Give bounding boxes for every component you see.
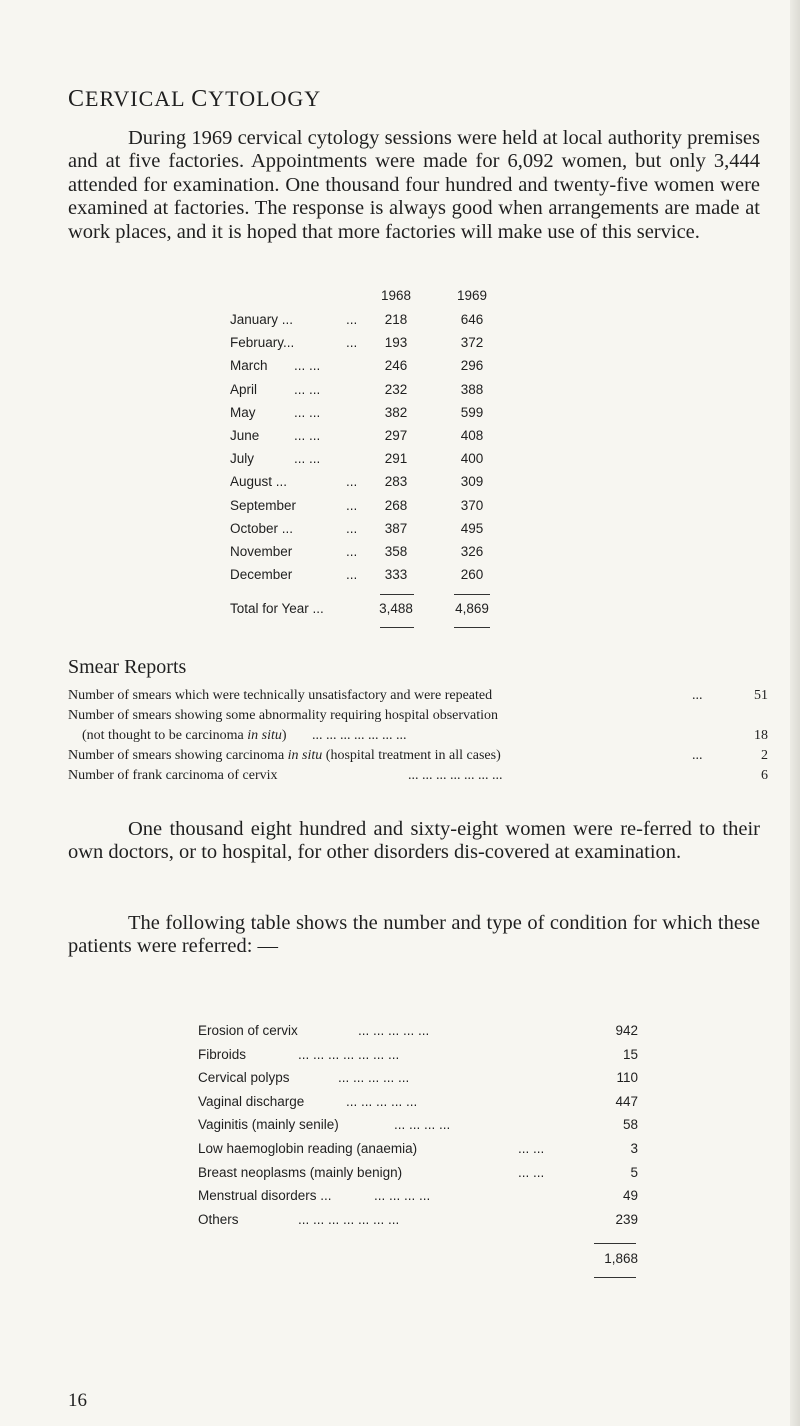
leader-dots: ... ... (294, 451, 321, 467)
leader-dots: ... ... ... ... ... (358, 1023, 430, 1038)
leader-dots: ... (346, 520, 358, 536)
leader-dots: ... ... ... ... ... (346, 1093, 418, 1109)
total-1969: 4,869 (455, 601, 489, 616)
table-header-row (230, 288, 530, 308)
table-row (230, 405, 530, 425)
month-label: April (230, 381, 258, 397)
leader-dots: ... ... ... ... ... ... ... (408, 768, 503, 783)
table-intro-text: The following table shows the number and type of condition for which these patients were referred: — (68, 912, 760, 958)
condition-label: Erosion of cervix (198, 1023, 298, 1038)
month-label: October ... (230, 520, 294, 536)
referral-paragraph (68, 818, 760, 865)
smear-item-text-after: ) (281, 728, 287, 743)
condition-count: 58 (622, 1117, 638, 1133)
leader-dots: ... (346, 474, 358, 490)
list-item (68, 768, 768, 788)
leader-dots: ... (346, 335, 358, 351)
smear-item-text: Number of smears showing carcinoma (68, 748, 288, 763)
value-1968: 283 (384, 474, 408, 490)
table-row (230, 544, 530, 564)
smear-item-value: 2 (761, 748, 768, 763)
leader-dots: ... ... (518, 1164, 545, 1180)
smear-item-value: 51 (754, 688, 768, 703)
table-row (230, 335, 530, 355)
table-row (230, 428, 530, 448)
condition-count: 15 (622, 1046, 638, 1062)
value-1969: 495 (460, 520, 484, 536)
month-label: March (230, 358, 268, 374)
table-row (230, 567, 530, 587)
page-number: 16 (68, 1390, 87, 1411)
heading-initial-2: C (191, 86, 209, 112)
value-1969: 388 (460, 381, 484, 397)
leader-dots: ... ... ... ... ... ... ... (298, 1046, 400, 1062)
condition-label: Vaginitis (mainly senile) (198, 1117, 339, 1133)
table-row (198, 1047, 638, 1069)
smear-item-text-after: (hospital treatment in all cases) (322, 748, 501, 763)
condition-count: 3 (630, 1141, 638, 1156)
table-intro-paragraph (68, 912, 760, 959)
table-row (230, 312, 530, 332)
page-heading (68, 86, 321, 113)
table-row (198, 1094, 638, 1116)
condition-count: 110 (616, 1070, 638, 1086)
value-1969: 400 (460, 451, 484, 467)
heading-word-2: YTOLOGY (208, 86, 322, 111)
table-row (230, 451, 530, 471)
table-row (198, 1212, 638, 1234)
condition-count: 49 (622, 1188, 638, 1204)
conditions-total-rule (594, 1277, 636, 1278)
table-row (198, 1070, 638, 1092)
leader-dots: ... ... ... ... ... (338, 1070, 410, 1086)
list-item (68, 748, 768, 768)
smear-item-text: (not thought to be carcinoma (82, 728, 248, 743)
value-1969: 296 (460, 358, 484, 374)
conditions-subtotal-rule (594, 1243, 636, 1244)
conditions-total-row (198, 1251, 638, 1273)
table-row (198, 1141, 638, 1163)
month-label: December (230, 567, 293, 583)
table-row (198, 1188, 638, 1210)
condition-label: Breast neoplasms (mainly benign) (198, 1164, 403, 1180)
condition-count: 5 (630, 1164, 638, 1180)
value-1969: 370 (460, 497, 484, 513)
heading-initial-1: C (68, 86, 86, 112)
column-header-1968: 1968 (380, 288, 412, 303)
value-1969: 646 (460, 312, 484, 327)
leader-dots: ... ... (294, 358, 321, 374)
leader-dots: ... ... ... ... ... ... ... (298, 1211, 400, 1227)
month-label: September (230, 497, 297, 513)
leader-dots: ... ... ... ... (394, 1117, 451, 1133)
condition-label: Vaginal discharge (198, 1093, 305, 1109)
leader-dots: ... (346, 544, 358, 559)
condition-label: Low haemoglobin reading (anaemia) (198, 1141, 418, 1156)
value-1968: 387 (384, 520, 408, 536)
list-item (68, 688, 768, 708)
leader-dots: ... ... (294, 428, 321, 443)
table-total-row (230, 601, 530, 621)
leader-dots: ... ... ... ... ... ... ... (312, 728, 407, 743)
total-rule-1969 (454, 627, 490, 628)
smear-item-value: 18 (754, 728, 768, 743)
total-1968: 3,488 (379, 601, 413, 616)
table-row (230, 358, 530, 378)
total-rule-1968 (380, 627, 414, 628)
month-label: June (230, 428, 260, 443)
leader-dots: ... (346, 567, 358, 583)
intro-text: During 1969 cervical cytology sessions were held at local authority premises and at five factories. Appointments were made for 6,092 women, but only 3,444 attended for examination. One thousand four hundred and twenty-five women were examined at factories. The response is always good when arrangements are made at work places, and it is hoped that more factories will make use of this service. (68, 127, 760, 243)
smear-item-italic: in situ (287, 748, 323, 763)
value-1968: 268 (384, 497, 408, 513)
condition-label: Others (198, 1211, 239, 1227)
smear-item-value: 6 (761, 768, 768, 783)
leader-dots: ... ... (294, 381, 321, 397)
smear-item-text: Number of frank carcinoma of cervix (68, 768, 278, 783)
condition-count: 447 (615, 1093, 638, 1109)
table-row (230, 474, 530, 494)
table-row (230, 521, 530, 541)
leader-dots: ... (692, 748, 703, 763)
leader-dots: ... ... ... ... (374, 1188, 431, 1204)
value-1968: 291 (384, 451, 408, 467)
month-label: August ... (230, 474, 288, 490)
month-label: July (230, 451, 255, 467)
value-1968: 382 (384, 404, 408, 420)
leader-dots: ... ... (294, 404, 321, 420)
smear-item-italic: in situ (247, 728, 282, 743)
conditions-total-value: 1,868 (604, 1251, 638, 1266)
value-1969: 372 (460, 335, 484, 351)
leader-dots: ... ... (518, 1141, 545, 1156)
subtotal-rule-1968 (380, 594, 414, 595)
value-1968: 297 (384, 428, 408, 443)
leader-dots: ... (346, 497, 358, 513)
table-row (198, 1165, 638, 1187)
value-1969: 326 (460, 544, 484, 559)
smear-reports-heading: Smear Reports (68, 656, 187, 678)
value-1968: 358 (384, 544, 408, 559)
month-label: January ... (230, 312, 294, 327)
condition-count: 942 (615, 1023, 638, 1038)
value-1969: 408 (460, 428, 484, 443)
value-1968: 193 (384, 335, 408, 351)
condition-count: 239 (615, 1211, 638, 1227)
condition-label: Cervical polyps (198, 1070, 290, 1086)
condition-label: Fibroids (198, 1046, 247, 1062)
smear-item-text: Number of smears showing some abnormality requiring hospital observation (68, 708, 499, 723)
month-label: May (230, 404, 256, 420)
table-row (198, 1023, 638, 1045)
referral-text: One thousand eight hundred and sixty-eight women were re-ferred to their own doctors, or to hospital, for other disorders dis-covered at examination. (68, 818, 760, 864)
list-item (68, 708, 768, 728)
value-1968: 232 (384, 381, 408, 397)
table-row (230, 498, 530, 518)
table-row (198, 1117, 638, 1139)
subtotal-rule-1969 (454, 594, 490, 595)
smear-item-text: Number of smears which were technically unsatisfactory and were repeated (68, 688, 493, 703)
value-1968: 246 (384, 358, 408, 374)
leader-dots: ... (346, 312, 358, 327)
table-row (230, 382, 530, 402)
heading-word-1: ERVICAL (85, 86, 192, 111)
value-1968: 218 (384, 312, 408, 327)
list-item (82, 728, 768, 748)
leader-dots: ... (692, 688, 703, 703)
value-1968: 333 (384, 567, 408, 583)
month-label: February... (230, 335, 295, 351)
page-edge-shadow (790, 0, 800, 1426)
value-1969: 260 (460, 567, 484, 583)
value-1969: 599 (460, 404, 484, 420)
month-label: November (230, 544, 293, 559)
column-header-1969: 1969 (456, 288, 488, 303)
total-label: Total for Year ... (230, 601, 324, 616)
intro-paragraph (68, 127, 760, 244)
condition-label: Menstrual disorders ... (198, 1188, 332, 1204)
value-1969: 309 (460, 474, 484, 490)
